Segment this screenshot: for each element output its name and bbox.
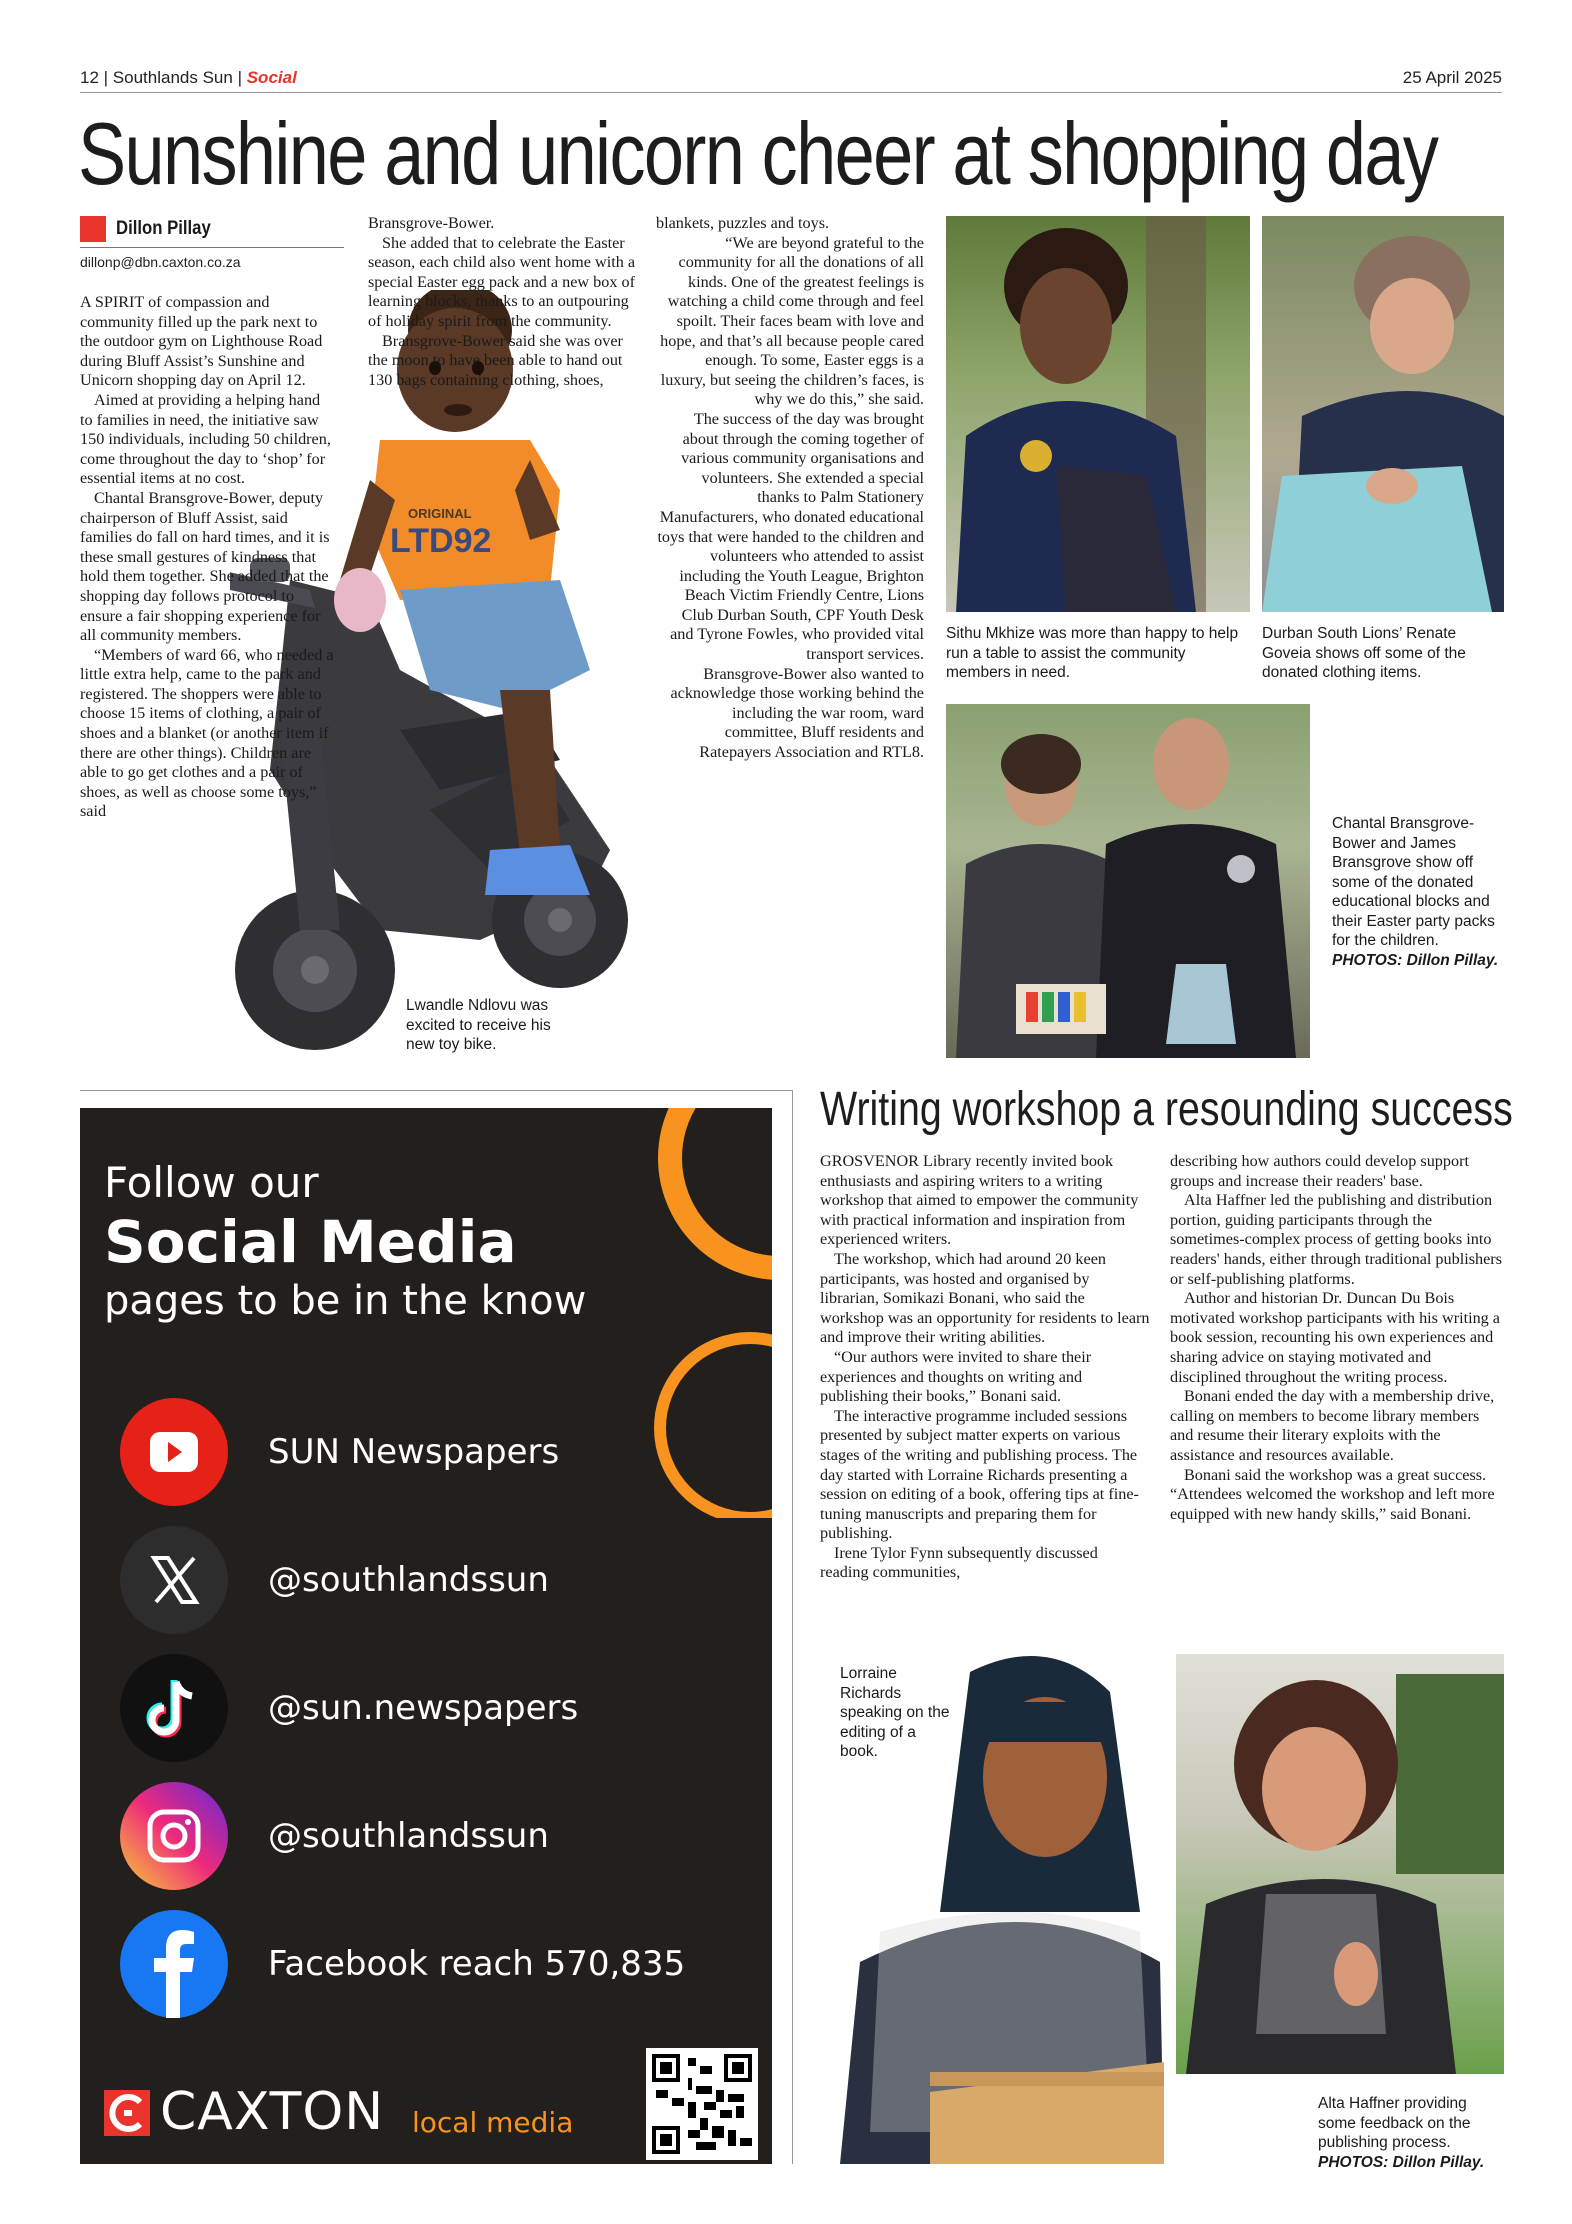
photo-caption-chantal — [1332, 814, 1502, 970]
issue-date: 25 April 2025 — [1402, 68, 1502, 87]
portrait-illustration — [1262, 216, 1504, 612]
second-story-col-2 — [1170, 1152, 1502, 1524]
paragraph: Alta Haffner led the publishing and distribution portion, guiding participants through the sometimes-complex process of getting books into readers' hands, either through traditional publishers or self-publishing platforms. — [1170, 1191, 1502, 1288]
ad-line-3: pages to be in the know — [104, 1278, 587, 1324]
section-rule — [80, 1090, 792, 1091]
photo-credit: PHOTOS: Dillon Pillay. — [1332, 951, 1499, 969]
byline-name: Dillon Pillay — [116, 218, 211, 239]
paragraph: GROSVENOR Library recently invited book enthusiasts and aspiring writers to a writing workshop that aimed to empower the community with practical information and inspiration from experienced writers. — [820, 1152, 1139, 1249]
photo-caption-lorraine: Lorraine Richards speaking on the editing of a book. — [840, 1665, 950, 1760]
caption-text: Alta Haffner providing some feedback on the publishing process. — [1318, 2095, 1471, 2151]
qr-code[interactable] — [646, 2048, 758, 2160]
folio: 12 | Southlands Sun | Social — [80, 68, 297, 87]
social-label: @sun.newspapers — [268, 1688, 579, 1728]
facebook-icon — [120, 1910, 228, 2018]
second-story-col-1 — [820, 1152, 1150, 1583]
caxton-sub: local media — [412, 2106, 574, 2139]
paragraph: “We are beyond grateful to the community for all the donations of all kinds. One of the greatest feelings is watching a child come through and feel spoilt. Their faces beam with love and hope, and that’s all because people cared enough. To some, Easter eggs is a luxury, but seeing the children’s faces, is why we do this,” she said. — [660, 233, 924, 409]
paragraph: Bonani ended the day with a membership drive, calling on members to become library members and resume their literary exploits with the assistance and resources available. — [1170, 1387, 1495, 1464]
paper-name: Southlands Sun — [112, 68, 233, 87]
section-rule — [792, 1090, 793, 2164]
paragraph: The interactive programme included sessions presented by subject matter experts on various stages of the writing and publishing process. The day started with Lorraine Richards presenting a session on editing of a book, offering tips at fine-tuning manuscripts and preparing them for publishing. — [820, 1406, 1139, 1543]
caption-text: Chantal Bransgrove-Bower and James Bransgrove show off some of the donated educational blocks and their Easter party packs for the children. — [1332, 815, 1495, 949]
paragraph: Bonani said the workshop was a great success. “Attendees welcomed the workshop and left more equipped with new handy skills,” said Bonani. — [1170, 1465, 1495, 1523]
paragraph: Aimed at providing a helping hand to families in need, the initiative saw 150 individuals, including 50 children, come throughout the day to ‘shop’ for essential items at no cost. — [80, 390, 331, 488]
photo-caption-boy: Lwandle Ndlovu was excited to receive his new toy bike. — [406, 997, 551, 1053]
ad-line-1: Follow our — [104, 1158, 319, 1207]
paragraph: She added that to celebrate the Easter season, each child also went home with a special Easter egg pack and a new box of learning blocks, thanks to an outpouring of holiday spirit from the community. — [368, 233, 636, 330]
social-label: Facebook reach 570,835 — [268, 1944, 686, 1984]
paragraph: Bransgrove-Bower also wanted to acknowledge those working behind the including the war room, ward committee, Bluff residents and Ratepayers Association and RTL8. — [670, 664, 924, 762]
youtube-icon — [120, 1398, 228, 1506]
main-story-col-2 — [368, 214, 646, 390]
paragraph: Chantal Bransgrove-Bower, deputy chairperson of Bluff Assist, said families do fall on hard times, and it is these small gestures of kindness that hold them together. She added that the shopping day follows protocol to ensure a fair shopping experience for all community members. — [80, 488, 330, 645]
photo-caption-alta — [1318, 2094, 1504, 2172]
shirt-print-text: ORIGINAL — [408, 506, 472, 521]
photo-caption-renate: Durban South Lions’ Renate Goveia shows off some of the donated clothing items. — [1262, 625, 1466, 681]
shirt-print-number: LTD92 — [390, 522, 492, 560]
instagram-icon — [120, 1782, 228, 1890]
photo-alta — [1176, 1654, 1504, 2074]
paragraph: Bransgrove-Bower said she was over the moon to have been able to hand out 130 bags containing clothing, shoes, — [368, 331, 623, 389]
page-number: 12 — [80, 68, 99, 87]
social-label: @southlandssun — [268, 1816, 549, 1856]
folio-rule — [80, 92, 1502, 93]
social-label: SUN Newspapers — [268, 1432, 560, 1472]
paragraph: The success of the day was brought about through the coming together of various community organisations and volunteers. She extended a special thanks to Palm Stationery Manufacturers, who donated educational toys that were handed to the children and volunteers who attended to assist including the Youth League, Brighton Beach Victim Friendly Centre, Lions Club Durban South, CPF Youth Desk and Tyrone Fowles, who provided vital transport services. — [657, 409, 924, 664]
caxton-logo-mark — [104, 2090, 150, 2136]
x-icon — [120, 1526, 228, 1634]
second-headline: Writing workshop a resounding success — [820, 1083, 1513, 1136]
photo-credit: PHOTOS: Dillon Pillay. — [1318, 2153, 1485, 2171]
byline-marker — [80, 216, 106, 242]
decorative-rings — [600, 1108, 772, 1518]
byline-rule — [80, 247, 344, 248]
paragraph: blankets, puzzles and toys. — [656, 214, 830, 232]
paragraph: A SPIRIT of compassion and community filled up the park next to the outdoor gym on Lighthouse Road during Bluff Assist’s Sunshine and Unicorn shopping day on April 12. — [80, 293, 323, 390]
main-headline: Sunshine and unicorn cheer at shopping day — [78, 104, 1438, 203]
photo-renate — [1262, 216, 1504, 612]
paragraph: “Members of ward 66, who needed a little extra help, came to the park and registered. The shoppers were able to choose 15 items of clothing, a pair of shoes and a blanket (or another item if there are other things). Children are able to go get clothes and a pair of shoes, as well as choose some toys,” said — [80, 645, 334, 821]
main-story-col-3 — [656, 214, 924, 763]
photo-sithu — [946, 216, 1250, 612]
byline-email[interactable]: dillonp@dbn.caxton.co.za — [80, 254, 241, 270]
main-story-col-1 — [80, 293, 336, 822]
social-media-ad[interactable] — [80, 1108, 772, 2164]
paragraph: Bransgrove-Bower. — [368, 214, 495, 232]
paragraph: Irene Tylor Fynn subsequently discussed reading communities, — [820, 1543, 1098, 1582]
qr-code-pattern — [652, 2054, 752, 2154]
portrait-illustration — [946, 704, 1310, 1058]
tiktok-icon — [120, 1654, 228, 1762]
portrait-illustration — [946, 216, 1250, 612]
paragraph: “Our authors were invited to share their experiences and thoughts on writing and publishing their books,” Bonani said. — [820, 1347, 1092, 1406]
photo-caption-sithu: Sithu Mkhize was more than happy to help run a table to assist the community members in need. — [946, 625, 1239, 681]
section-name: Social — [246, 68, 297, 87]
caxton-wordmark: CAXTON — [160, 2082, 385, 2142]
paragraph: The workshop, which had around 20 keen participants, was hosted and organised by librarian, Somikazi Bonani, who said the workshop was an opportunity for residents to learn and improve their writing abilities. — [820, 1249, 1150, 1347]
photo-chantal-james — [946, 704, 1310, 1058]
ad-line-2: Social Media — [104, 1208, 517, 1276]
portrait-illustration — [1176, 1654, 1504, 2074]
paragraph: describing how authors could develop support groups and increase their readers' base. — [1170, 1152, 1469, 1190]
social-label: @southlandssun — [268, 1560, 549, 1600]
paragraph: Author and historian Dr. Duncan Du Bois motivated workshop participants with his writing a book session, recounting his own experiences and sharing advice on staying motivated and disciplined throughout the writing process. — [1170, 1289, 1500, 1386]
